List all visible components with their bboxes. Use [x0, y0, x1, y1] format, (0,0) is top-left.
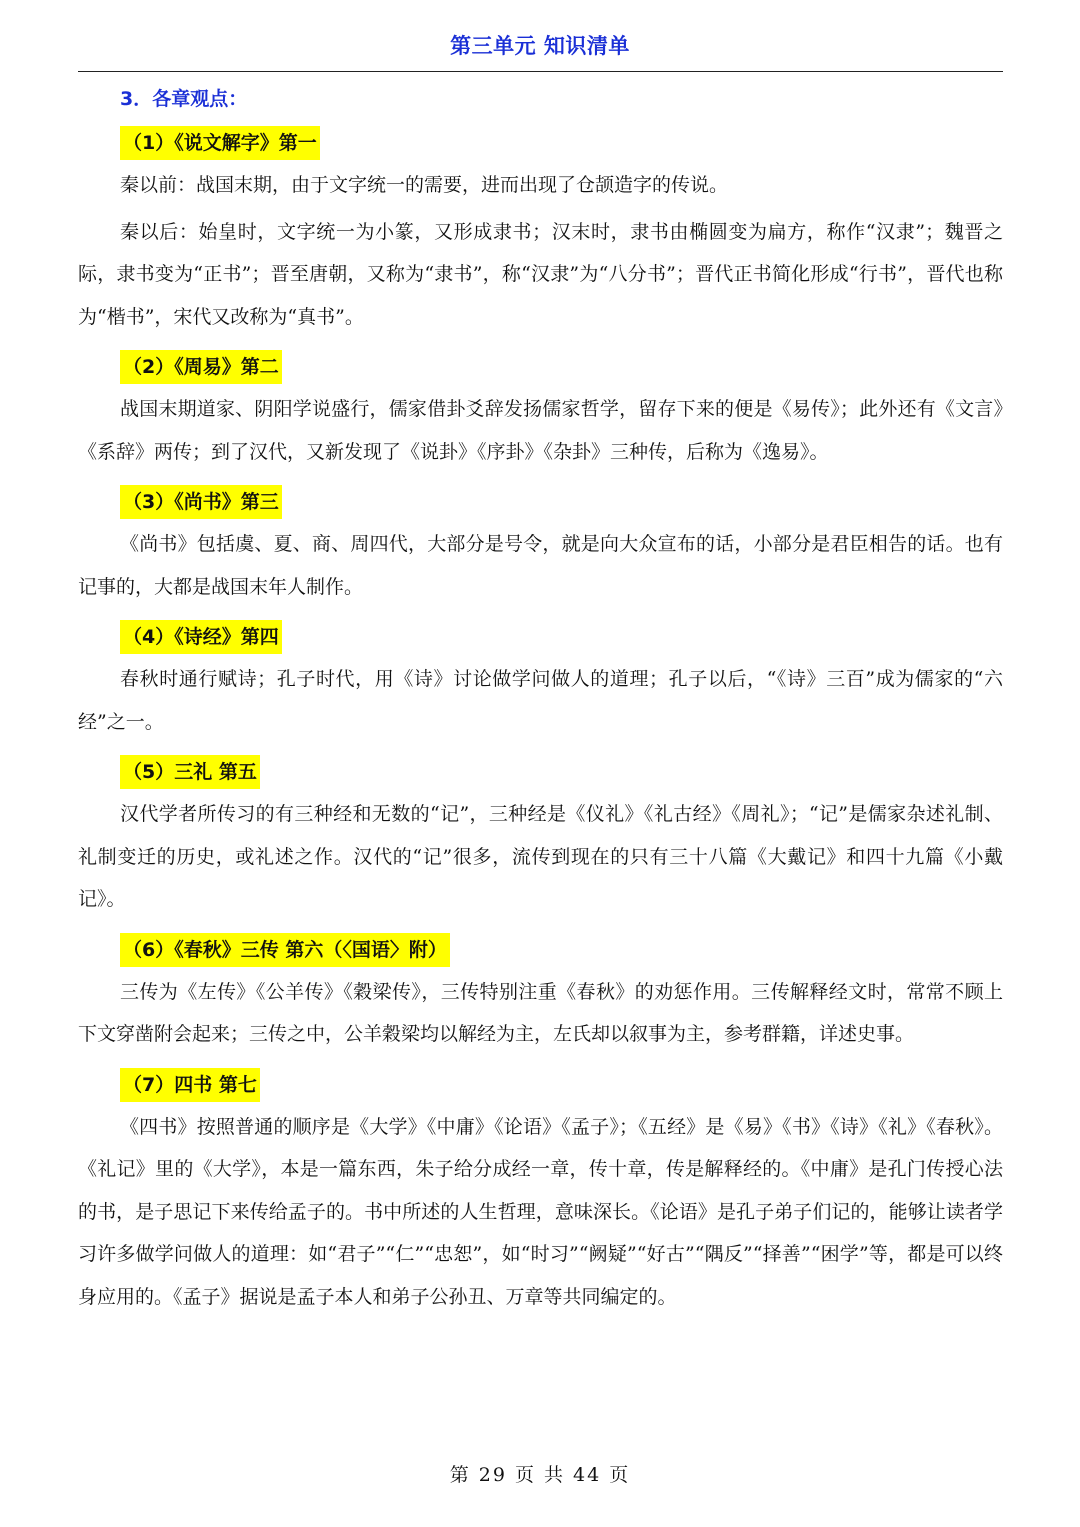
chapter-heading: （4）《诗经》第四: [120, 620, 282, 654]
chapter-paragraph: 秦以后：始皇时，文字统一为小篆，又形成隶书；汉末时，隶书由椭圆变为扁方，称作“汉隶”；魏晋之际，隶书变为“正书”；晋至唐朝，又称为“隶书”，称“汉隶”为“八分书”；晋代正书简化形成“行书”，晋代也称为“楷书”，宋代又改称为“真书”。: [78, 220, 1003, 328]
header-divider: [78, 71, 1003, 72]
chapter-paragraph: 《尚书》包括虞、夏、商、周四代，大部分是号令，就是向大众宣布的话，小部分是君臣相告的话。也有记事的，大都是战国末年人制作。: [78, 533, 1003, 598]
chapter-paragraph: 三传为《左传》《公羊传》《穀梁传》，三传特别注重《春秋》的劝惩作用。三传解释经文时，常常不顾上下文穿凿附会起来；三传之中，公羊穀梁均以解经为主，左氏却以叙事为主，参考群籍，详述史事。: [78, 980, 1003, 1045]
chapter-heading: （2）《周易》第二: [120, 350, 282, 384]
chapter-paragraph: 汉代学者所传习的有三种经和无数的“记”，三种经是《仪礼》《礼古经》《周礼》；“记”是儒家杂述礼制、礼制变迁的历史，或礼述之作。汉代的“记”很多，流传到现在的只有三十八篇《大戴记》和四十九篇《小戴记》。: [78, 803, 1003, 910]
chapter-3: [78, 485, 1003, 608]
chapter-heading: （3）《尚书》第三: [120, 485, 282, 519]
page-number-footer: 第 29 页 共 44 页: [449, 1464, 631, 1486]
chapter-paragraph: 《四书》按照普通的顺序是《大学》《中庸》《论语》《孟子》；《五经》是《易》《书》《诗》《礼》《春秋》。《礼记》里的《大学》，本是一篇东西，朱子给分成经一章，传十章，传是解释经的。《中庸》是孔门传授心法的书，是子思记下来传给孟子的。书中所述的人生哲理，意味深长。《论语》是孔子弟子们记的，能够让读者学习许多做学问做人的道理：如“君子”“仁”“忠恕”，如“时习”“阙疑”“好古”“隅反”“择善”“困学”等，都是可以终身应用的。《孟子》据说是孟子本人和弟子公孙丑、万章等共同编定的。: [78, 1115, 1003, 1308]
chapter-4: [78, 620, 1003, 743]
chapter-7: [78, 1068, 1003, 1319]
chapter-paragraph: 秦以前：战国末期，由于文字统一的需要，进而出现了仓颉造字的传说。: [120, 174, 729, 196]
chapter-5: [78, 755, 1003, 921]
chapter-6: [78, 933, 1003, 1056]
section-heading: 3．各章观点：: [120, 88, 248, 110]
chapter-paragraph: 战国末期道家、阴阳学说盛行，儒家借卦爻辞发扬儒家哲学，留存下来的便是《易传》；此外还有《文言》《系辞》两传；到了汉代，又新发现了《说卦》《序卦》《杂卦》三种传，后称为《逸易》。: [78, 398, 1003, 463]
chapter-paragraph: 春秋时通行赋诗；孔子时代，用《诗》讨论做学问做人的道理；孔子以后，“《诗》三百”成为儒家的“六经”之一。: [78, 668, 1003, 733]
document-body: [78, 84, 1003, 1318]
chapter-heading: （5）三礼 第五: [120, 755, 260, 789]
page-header-title: 第三单元 知识清单: [450, 34, 630, 58]
chapter-2: [78, 350, 1003, 473]
chapter-1: [78, 126, 1003, 338]
chapter-heading: （1）《说文解字》第一: [120, 126, 320, 160]
chapter-heading: （6）《春秋》三传 第六（〈国语〉附）: [120, 933, 450, 967]
chapter-heading: （7）四书 第七: [120, 1068, 260, 1102]
